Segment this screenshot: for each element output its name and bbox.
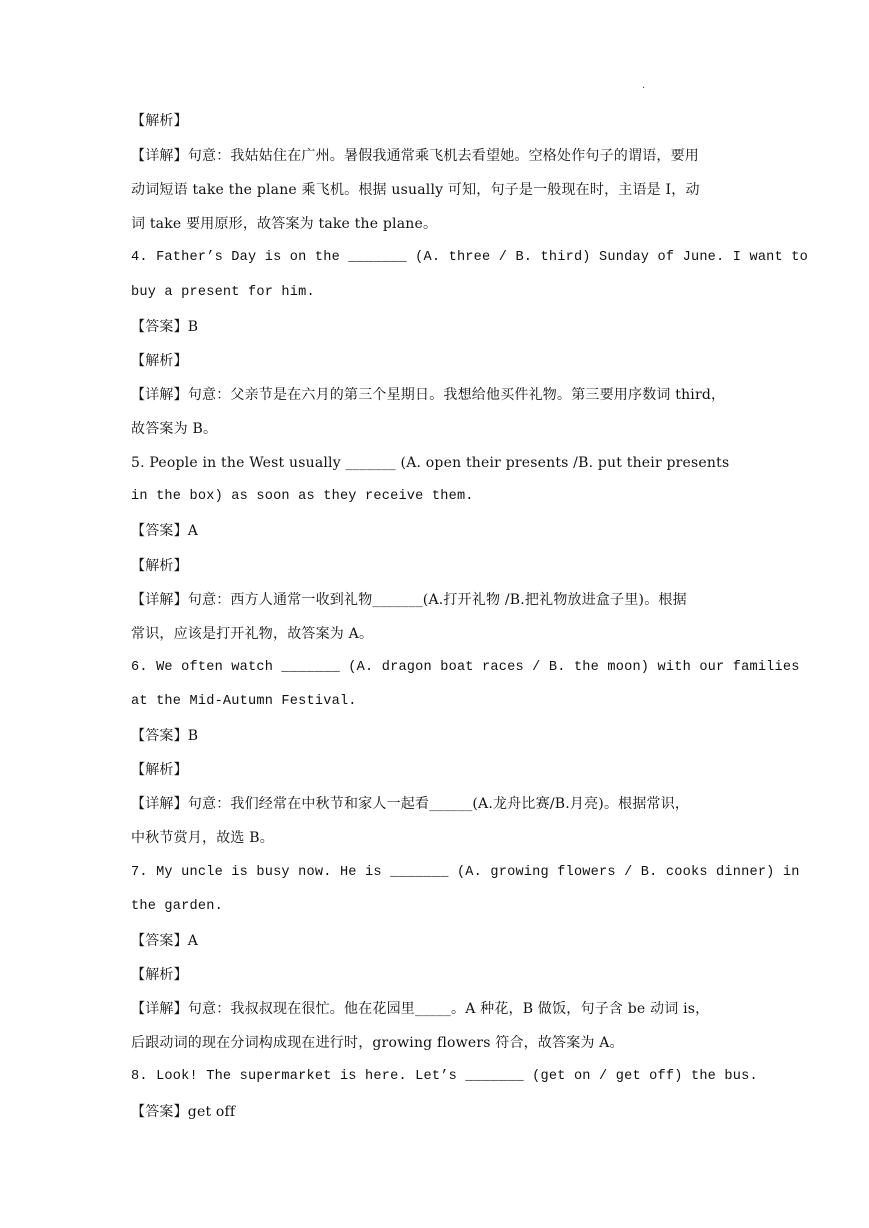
detail-explanation: 【详解】句意：我们经常在中秋节和家人一起看______(A.龙舟比赛/B.月亮)。根据常识， [131, 796, 690, 812]
detail-explanation: 中秋节赏月，故选 B。 [131, 830, 274, 846]
question-6: at the Mid-Autumn Festival. [131, 694, 357, 709]
analysis-heading: 【解析】 [131, 762, 188, 778]
analysis-heading: 【解析】 [131, 967, 188, 983]
detail-explanation: 故答案为 B。 [131, 421, 218, 437]
detail-explanation: 【详解】句意：父亲节是在六月的第三个星期日。我想给他买件礼物。第三要用序数词 third， [131, 387, 726, 403]
question-6: 6. We often watch _______ (A. dragon boat races / B. the moon) with our families [131, 660, 800, 675]
detail-explanation: 常识，应该是打开礼物，故答案为 A。 [131, 626, 374, 642]
analysis-heading: 【解析】 [131, 113, 188, 129]
detail-explanation: 【详解】句意：西方人通常一收到礼物_______(A.打开礼物 /B.把礼物放进盒子里)。根据 [131, 592, 687, 608]
question-4: buy a present for him. [131, 285, 315, 300]
detail-explanation: 【详解】句意：我姑姑住在广州。暑假我通常乘飞机去看望她。空格处作句子的谓语，要用 [131, 148, 699, 164]
answer-heading: 【答案】A [131, 933, 199, 949]
question-5: in the box) as soon as they receive them. [131, 489, 474, 504]
answer-heading: 【答案】B [131, 319, 199, 335]
question-8: 8. Look! The supermarket is here. Let’s _______ (get on / get off) the bus. [131, 1069, 758, 1084]
detail-explanation: 【详解】句意：我叔叔现在很忙。他在花园里_____。A 种花，B 做饭，句子含 be 动词 is， [131, 1001, 710, 1017]
question-4: 4. Father’s Day is on the _______ (A. three / B. third) Sunday of June. I want to [131, 250, 808, 265]
detail-explanation: 词 take 要用原形，故答案为 take the plane。 [131, 216, 438, 232]
question-5: 5. People in the West usually _______ (A. open their presents /B. put their presents [131, 455, 730, 471]
answer-heading: 【答案】B [131, 728, 199, 744]
analysis-heading: 【解析】 [131, 558, 188, 574]
analysis-heading: 【解析】 [131, 353, 188, 369]
question-7: 7. My uncle is busy now. He is _______ (A. growing flowers / B. cooks dinner) in [131, 865, 800, 880]
detail-explanation: 后跟动词的现在分词构成现在进行时，growing flowers 符合，故答案为 A。 [131, 1035, 624, 1051]
answer-heading: 【答案】get off [131, 1104, 236, 1120]
answer-heading: 【答案】A [131, 523, 199, 539]
detail-explanation: 动词短语 take the plane 乘飞机。根据 usually 可知，句子是一般现在时，主语是 I，动 [131, 182, 700, 198]
question-7: the garden. [131, 899, 223, 914]
header-dot: . [642, 80, 646, 91]
